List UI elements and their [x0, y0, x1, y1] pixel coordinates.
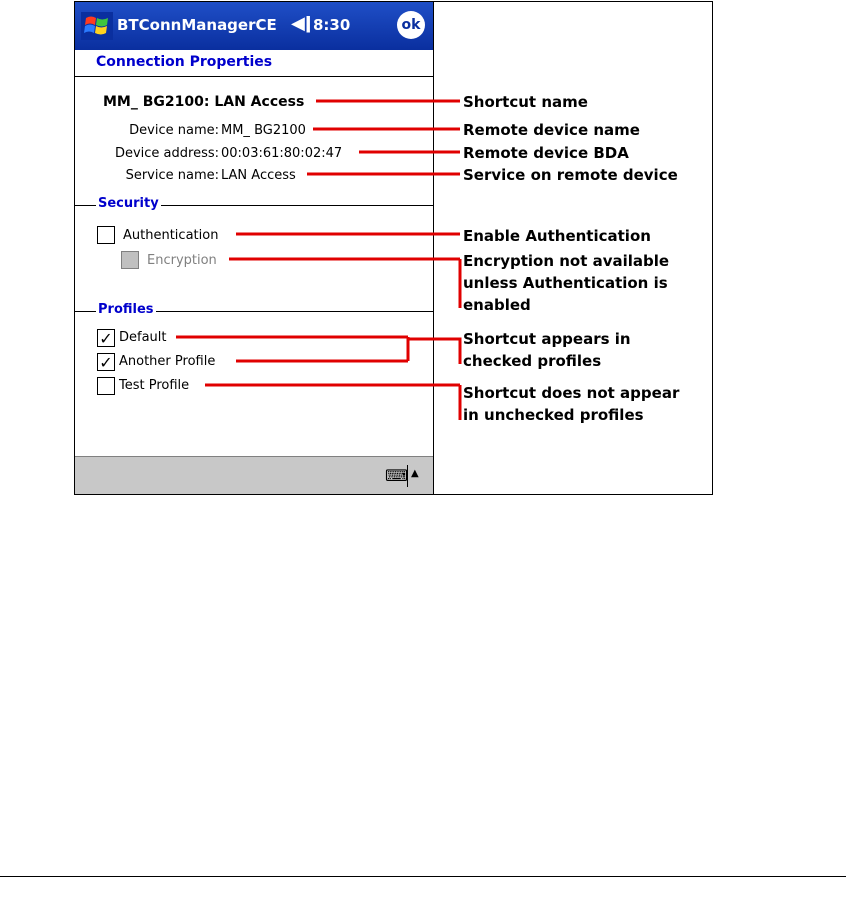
annotation-encryption-line1: Encryption not available	[463, 252, 670, 270]
encryption-checkbox[interactable]	[121, 251, 139, 269]
device-address-value: 00:03:61:80:02:47	[221, 146, 343, 161]
menu-bar	[75, 456, 433, 494]
clock[interactable]: 8:30	[313, 16, 351, 34]
authentication-checkbox[interactable]	[97, 226, 115, 244]
page-footer-rule	[0, 876, 846, 877]
annotation-profiles-unchecked-line2: in unchecked profiles	[463, 406, 644, 424]
annotation-profiles-checked-line1: Shortcut appears in	[463, 330, 631, 348]
speaker-icon[interactable]: ◀ǀ	[291, 13, 312, 34]
ok-button[interactable]: ok	[397, 11, 425, 39]
device-address-label: Device address:	[114, 146, 219, 161]
encryption-label: Encryption	[147, 253, 217, 268]
pocketpc-screen	[75, 2, 434, 494]
page-title: Connection Properties	[96, 54, 273, 70]
title-divider	[75, 76, 433, 77]
security-section-title: Security	[98, 196, 159, 211]
device-name-value: MM_ BG2100	[221, 123, 306, 138]
annotation-service-on-remote: Service on remote device	[463, 166, 678, 184]
profiles-section-title: Profiles	[98, 302, 154, 317]
annotation-encryption-line2: unless Authentication is	[463, 274, 668, 292]
another-profile-checkbox[interactable]: ✓	[97, 353, 115, 371]
annotation-enable-auth: Enable Authentication	[463, 227, 651, 245]
keyboard-icon[interactable]: ⌨	[385, 466, 409, 485]
title-bar	[75, 2, 433, 50]
annotation-remote-device-name: Remote device name	[463, 121, 640, 139]
annotation-profiles-checked-line2: checked profiles	[463, 352, 602, 370]
windows-flag-icon[interactable]	[81, 12, 113, 40]
service-name-value: LAN Access	[221, 168, 296, 183]
sip-arrow-up-icon[interactable]: ▲	[411, 468, 419, 479]
default-profile-checkbox[interactable]: ✓	[97, 329, 115, 347]
another-profile-label: Another Profile	[119, 354, 216, 369]
app-title: BTConnManagerCE	[117, 16, 277, 34]
annotation-encryption-line3: enabled	[463, 296, 531, 314]
device-name-label: Device name:	[129, 123, 219, 138]
annotation-shortcut-name: Shortcut name	[463, 93, 588, 111]
annotation-remote-device-bda: Remote device BDA	[463, 144, 629, 162]
annotation-profiles-unchecked-line1: Shortcut does not appear	[463, 384, 680, 402]
test-profile-label: Test Profile	[119, 378, 190, 393]
authentication-label: Authentication	[123, 228, 219, 243]
default-profile-label: Default	[119, 330, 167, 345]
test-profile-checkbox[interactable]	[97, 377, 115, 395]
sip-divider	[407, 465, 408, 487]
service-name-label: Service name:	[125, 168, 219, 183]
shortcut-name: MM_ BG2100: LAN Access	[103, 94, 305, 110]
